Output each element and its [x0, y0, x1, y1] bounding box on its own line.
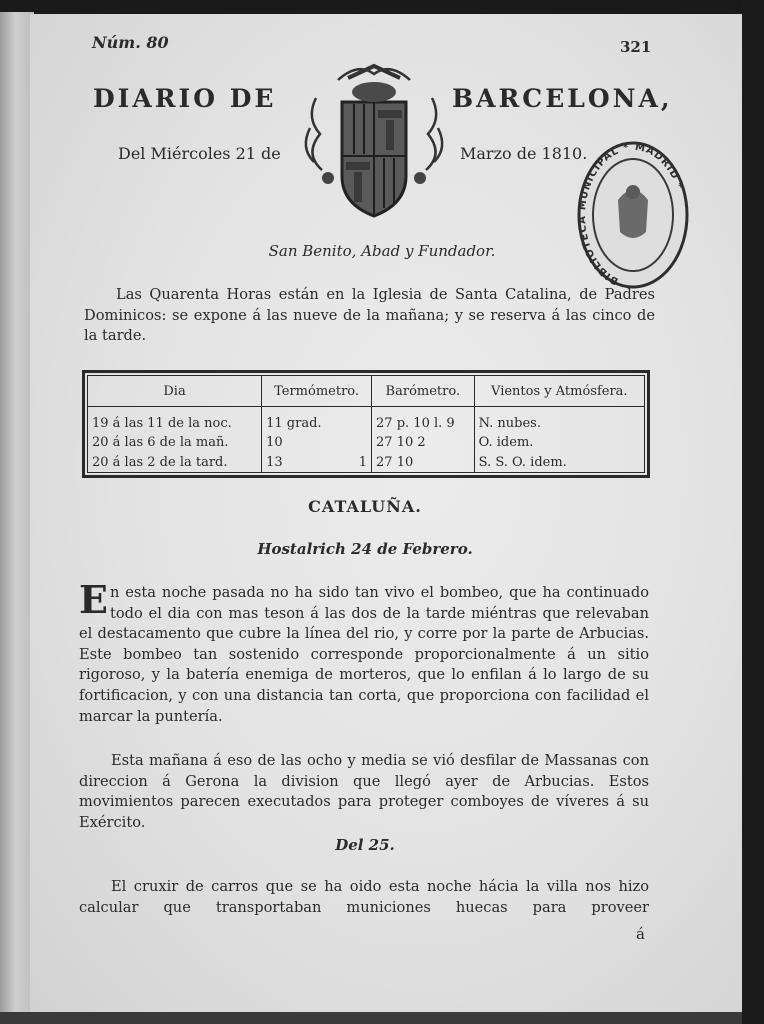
svg-text:BIBLIOTECA MUNICIPAL * MADRID: BIBLIOTECA MUNICIPAL * MADRID * — [576, 141, 685, 287]
masthead-title-right: BARCELONA, — [452, 84, 673, 113]
article-subdate: Del 25. — [335, 836, 395, 854]
weather-cell-barometer: 27 p. 10 l. 9 — [372, 407, 475, 434]
article-paragraph: Esta mañana á eso de las ocho y media se vió desfilar de Massanas con direccion á Gerona la division que llegó ayer de Arbucias. Estos movimientos parecen executados para proteger comboyes de víveres á su Exército. — [79, 752, 649, 831]
weather-table — [82, 370, 650, 478]
article-paragraph — [79, 577, 649, 727]
article-paragraph: El cruxir de carros que se ha oido esta noche hácia la villa nos hizo calcular que transportaban municiones huecas para proveer — [79, 878, 649, 916]
coat-of-arms-icon — [298, 58, 450, 224]
article-dateline: Hostalrich 24 de Febrero. — [257, 540, 473, 558]
weather-cell-winds: O. idem. — [474, 433, 644, 452]
issue-number: Núm. 80 — [92, 33, 169, 52]
weather-header-winds: Vientos y Atmósfera. — [474, 376, 644, 407]
weather-header-day: Dia — [88, 376, 262, 407]
table-row — [88, 433, 645, 452]
weather-cell-barometer: 27 10 — [372, 452, 475, 472]
weather-header-thermometer: Termómetro. — [262, 376, 372, 407]
weather-cell-thermometer: 11 grad. — [262, 407, 349, 434]
weather-cell-day: 19 á las 11 de la noc. — [92, 415, 232, 431]
masthead-date-right: Marzo de 1810. — [460, 144, 588, 163]
table-row — [88, 407, 645, 434]
forty-hours-notice: Las Quarenta Horas están en la Iglesia de Santa Catalina, de Padres Dominicos: se expone á las nueve de la mañana; y se reserva á las cinco de la tarde. — [84, 286, 655, 345]
section-title: CATALUÑA. — [308, 497, 422, 516]
weather-cell-winds: N. nubes. — [474, 407, 644, 434]
weather-cell-barometer: 27 10 2 — [372, 433, 475, 452]
library-stamp-icon — [576, 140, 690, 290]
weather-header-barometer: Barómetro. — [372, 376, 475, 407]
masthead-date-left: Del Miércoles 21 de — [118, 144, 281, 163]
scan-right-edge — [742, 0, 764, 1024]
weather-cell-day: 20 á las 2 de la tard. — [92, 454, 228, 470]
weather-cell-thermometer-fraction: 1 — [358, 454, 368, 470]
weather-cell-winds: S. S. O. idem. — [474, 452, 644, 472]
scan-top-edge — [0, 0, 764, 14]
weather-cell-thermometer: 13 — [262, 452, 349, 472]
weather-cell-day: 20 á las 6 de la mañ. — [92, 435, 229, 451]
table-row — [88, 452, 645, 472]
catchword: á — [636, 925, 645, 943]
saint-of-day: San Benito, Abad y Fundador. — [268, 242, 496, 260]
weather-cell-thermometer-fraction — [349, 433, 372, 452]
page-number: 321 — [620, 38, 652, 56]
drop-cap: E — [79, 577, 108, 622]
masthead-title-left: DIARIO DE — [93, 84, 277, 113]
article-paragraph-text: n esta noche pasada no ha sido tan vivo el bombeo, que ha continuado todo el dia con mas teson á las dos de la tarde miéntras que relevaban el destacamento que cubre la línea del rio, y corre por la parte de Arbucias. Este bombeo tan sostenido corresponde proporcionalmente á un sitio rigoroso, y la batería enemiga de morteros, que lo enfilan á lo largo de su fortificacion, y con una distancia tan corta, que proporciona con facilidad el marcar la puntería. — [79, 584, 649, 725]
weather-cell-thermometer: 10 — [262, 433, 349, 452]
weather-cell-thermometer-fraction — [349, 407, 372, 434]
